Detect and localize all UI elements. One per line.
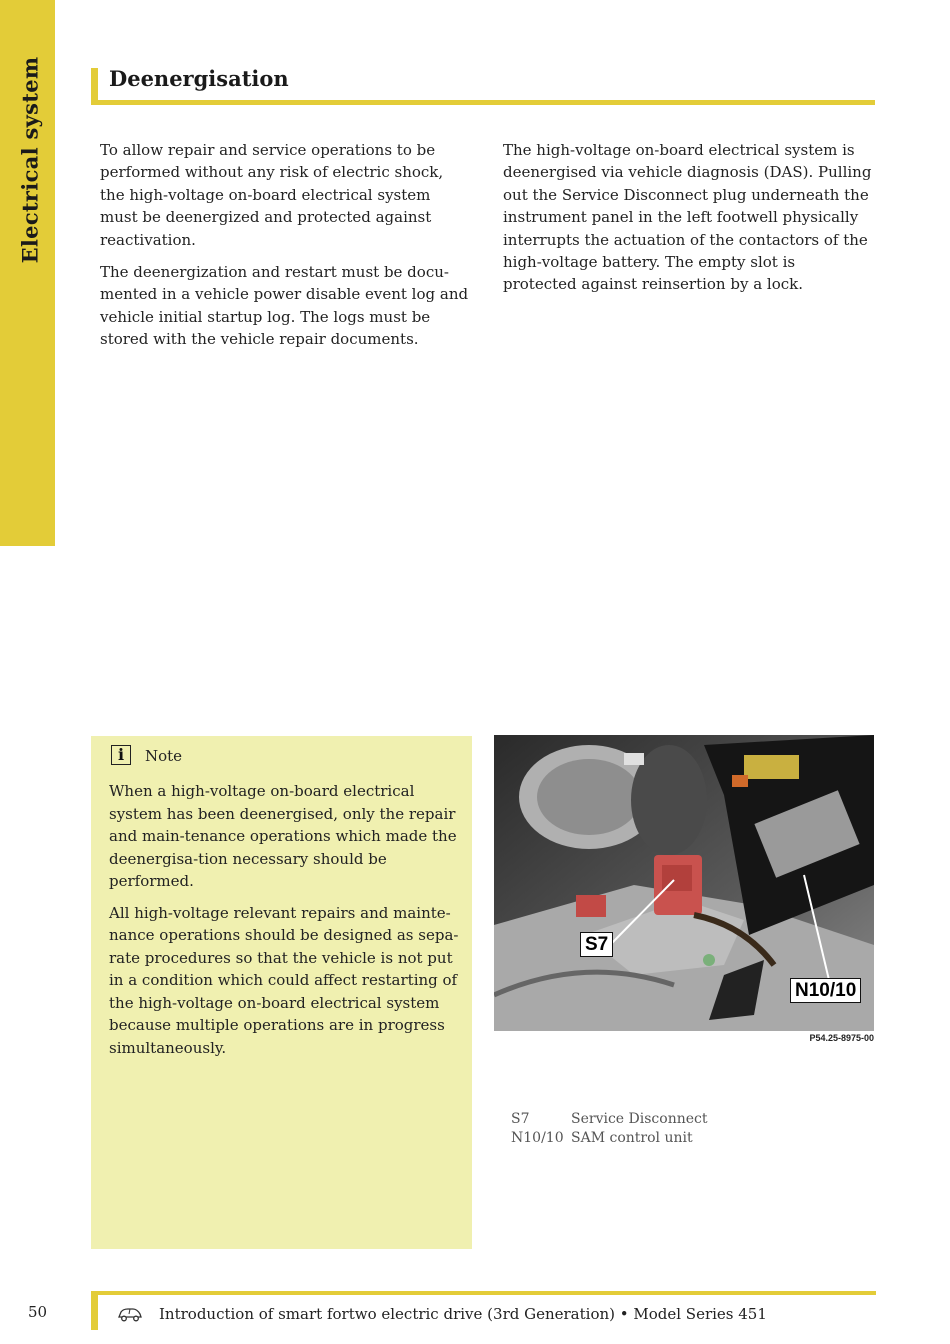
- legend-description: Service Disconnect: [571, 1111, 708, 1127]
- footer: [91, 1291, 876, 1330]
- right-paragraph-1: The high-voltage on-board electrical system is deenergised via vehicle diagnosis (DAS). Pulling out the Service Disconnect plug underneath the instrument panel in the left footwell physically interrupts the actuation of the contactors of the high-voltage battery. The empty slot is protected against reinsertion by a lock.: [503, 141, 872, 294]
- section-header: [91, 68, 875, 105]
- callout-n10-10: N10/10: [790, 978, 861, 1003]
- note-paragraph-1: When a high-voltage on-board electrical system has been deenergised, only the repair and main-tenance operations which made the deenergisa-tion necessary should be performed.: [109, 782, 457, 890]
- side-tab: [0, 0, 55, 546]
- note-box: [91, 736, 472, 1249]
- footer-title: Introduction of smart fortwo electric drive (3rd Generation) • Model Series 451: [159, 1305, 767, 1323]
- note-label: Note: [145, 747, 183, 765]
- info-icon: i: [111, 745, 131, 765]
- note-text: [109, 780, 465, 1068]
- legend-description: SAM control unit: [571, 1130, 693, 1146]
- left-paragraph-1: To allow repair and service operations to be performed without any risk of electric shock, the high-voltage on-board electrical system must be deenergized and protected against reactivation.: [100, 141, 444, 249]
- section-title: Deenergisation: [109, 66, 289, 91]
- legend-code: S7: [511, 1111, 530, 1127]
- left-column: [100, 139, 470, 361]
- callout-s7: S7: [580, 932, 613, 957]
- car-icon: [117, 1306, 143, 1322]
- note-paragraph-2: All high-voltage relevant repairs and mainte-nance operations should be designed as sepa-rate procedures so that the vehicle is not put in a condition which could affect restarting of the high-voltage on-board electrical system because multiple operations are in progress simultaneously.: [109, 903, 459, 1057]
- photo-id: P54.25-8975-00: [809, 1033, 874, 1043]
- legend-code: N10/10: [511, 1130, 564, 1146]
- page-number: 50: [28, 1303, 48, 1321]
- right-column: [503, 139, 873, 306]
- side-tab-label: Electrical system: [17, 56, 43, 264]
- component-photo: [494, 735, 874, 1031]
- left-paragraph-2: The deenergization and restart must be docu-mented in a vehicle power disable event log and vehicle initial startup log. The logs must be stored with the vehicle repair documents.: [100, 263, 469, 349]
